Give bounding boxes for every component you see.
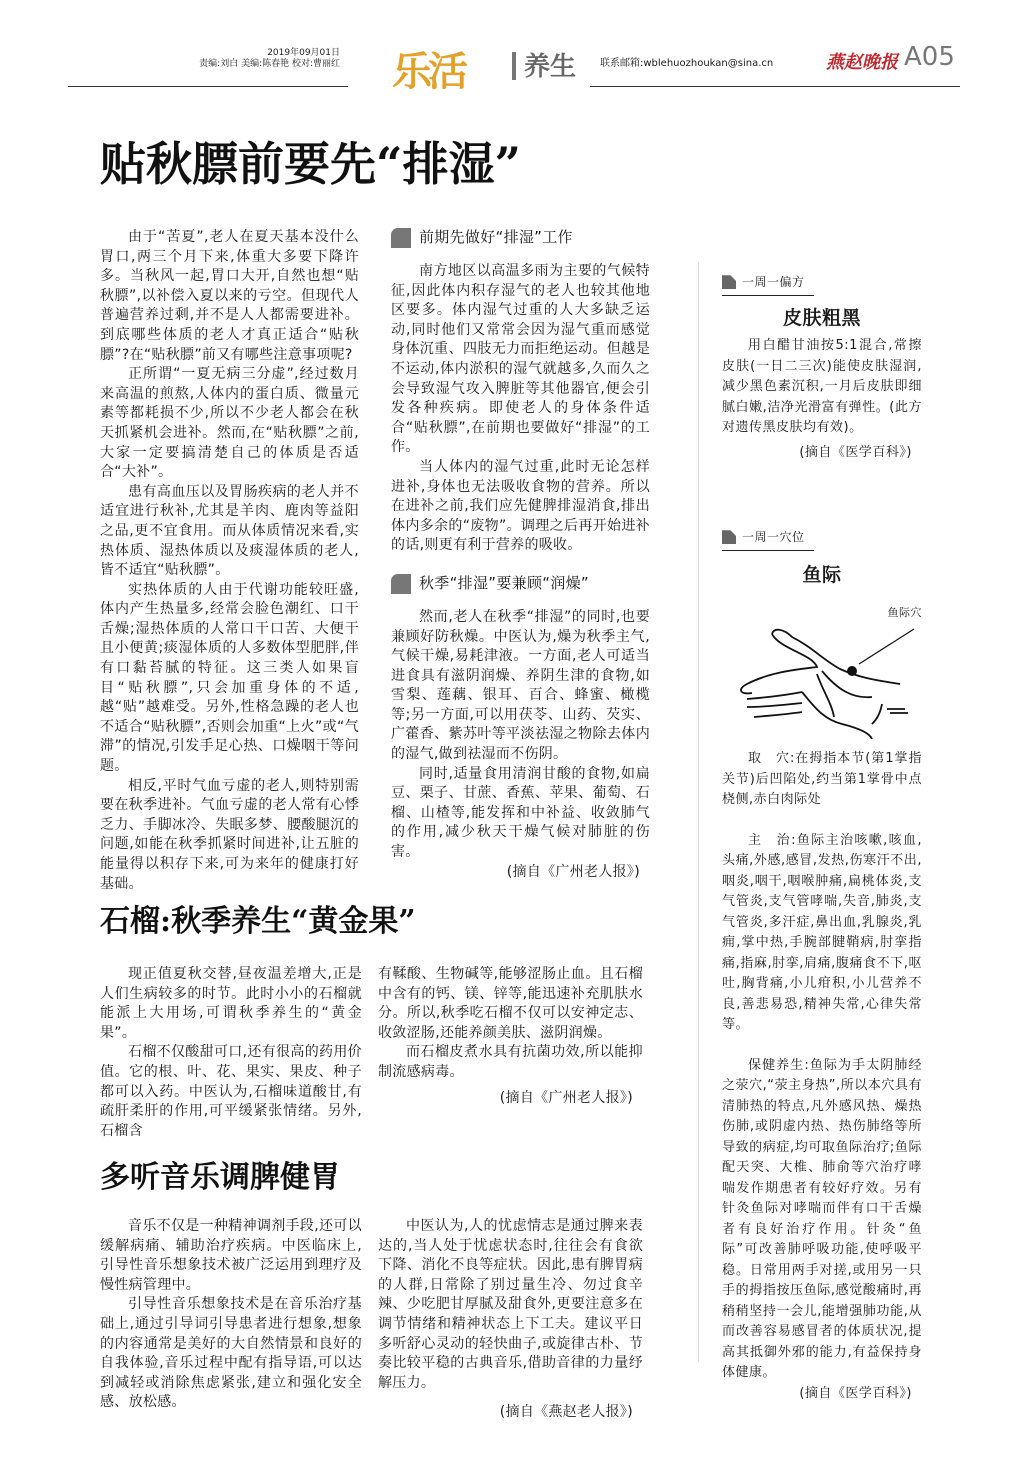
source: (摘自《燕赵老人报》) (499, 1404, 633, 1421)
article1-col2 (391, 226, 650, 882)
paragraph: 同时,适量食用清润甘酸的食物,如扁豆、栗子、甘蔗、香蕉、苹果、葡萄、石榴、山楂等,能发挥和中补益、收敛肺气的作用,减少秋天干燥气候对肺脏的伤害。 (391, 765, 650, 861)
acupoint-tag: 一周一穴位 (722, 527, 814, 551)
paragraph: 主 治:鱼际主治咳嗽,咳血,头痛,外感,感冒,发热,伤寒汗不出,咽炎,咽干,咽喉肿痛,扁桃体炎,支气管炎,支气管哮喘,失音,肺炎,支气管炎,多汗症,鼻出血,乳腺炎,乳痈,掌中热,手腕部腱鞘病,肘挛指痛,指麻,肘挛,肩痛,腹痛食不下,呕吐,胸背痛,小儿疳积,小儿营养不良,善悲易恐,精神失常,心律失常等。 (722, 832, 922, 1032)
paragraph: 音乐不仅是一种精神调剂手段,还可以缓解病痛、辅助治疗疾病。中医临床上,引导性音乐想象技术被广泛运用到理疗及慢性病管理中。 (100, 1218, 362, 1293)
subheading: 秋季“排湿”要兼顾“润燥” (391, 574, 650, 594)
paragraph: 现正值夏秋交替,昼夜温差增大,正是人们生病较多的时节。此时小小的石榴就能派上大用场,可谓秋季养生的“黄金果”。 (100, 966, 362, 1041)
article1-col1 (100, 228, 359, 894)
section-label: 养生 (524, 52, 577, 82)
paragraph: 中医认为,人的忧虑情志是通过脾来表达的,当人处于忧虑状态时,往往会有食欲下降、消化不良等症状。因此,患有脾胃病的人群,日常除了别过量生冷、勿过食辛辣、少吃肥甘厚腻及甜食外,更要注意多在调节情绪和精神状态上下工夫。建议平日多听舒心灵动的轻快曲子,或旋律古朴、节奏比较平稳的古典音乐,借助音律的力量纾解压力。 (378, 1218, 643, 1391)
paragraph: 南方地区以高温多雨为主要的气候特征,因此体内积存湿气的老人也较其他地区要多。体内湿气过重的人大多缺乏运动,同时他们又常常会因为湿气重而感觉身体沉重、四肢无力而拒绝运动。但越是不运动,体内淤积的湿气就越多,久而久之会导致湿气攻入脾脏等其他器官,便会引发各种疾病。即使老人的身体条件适合“贴秋膘”,在前期也要做好“排湿”的工作。 (391, 263, 650, 456)
acupoint-title: 鱼际 (802, 563, 842, 586)
paragraph: 引导性音乐想象技术是在音乐治疗基础上,通过引导词引导患者进行想象,想象的内容通常是美好的大自然情景和良好的自我体验,音乐过程中配有指导语,可以达到减轻或消除焦虑紧张,建立和强化安全感、放松感。 (100, 1296, 362, 1411)
article3-col1 (100, 1217, 362, 1413)
article3-col2 (378, 1217, 643, 1423)
paragraph: 有鞣酸、生物碱等,能够涩肠止血。且石榴中含有的钙、镁、锌等,能迅速补充肌肤水分。所以,秋季吃石榴不仅可以安神定志、收敛涩肠,还能养颜美肤、滋阴润燥。 (378, 966, 643, 1041)
editor-credits: 责编:刘白 美编:陈春艳 校对:曹丽红 (199, 59, 340, 69)
source: (摘自《广州老人报》) (506, 863, 640, 880)
lehuo-logo: 乐活 (392, 48, 464, 95)
paragraph: 当人体内的湿气过重,此时无论怎样进补,身体也无法吸收食物的营养。所以在进补之前,我们应先健脾排湿消食,排出体内多余的“废物”。调理之后再开始进补的话,则更有利于营养的吸收。 (391, 458, 650, 554)
paragraph: 正所谓“一夏无病三分虚”,经过数月来高温的煎熬,人体内的蛋白质、微量元素等都耗损不少,所以不少老人都会在秋天抓紧机会进补。然而,在“贴秋膘”之前,大家一定要搞清楚自己的体质是否适合“大补”。 (100, 366, 359, 481)
paragraph: 然而,老人在秋季“排湿”的同时,也要兼顾好防秋燥。中医认为,燥为秋季主气,气候干燥,易耗津液。一方面,老人可适当进食具有滋阴润燥、养阴生津的食物,如雪梨、莲藕、银耳、百合、蜂蜜、橄榄等;另一方面,可以用茯苓、山药、芡实、广藿香、紫苏叶等平淡祛湿之物除去体内的湿气,做到祛湿而不伤阴。 (391, 608, 650, 763)
figure-label: 鱼际穴 (887, 606, 922, 619)
paragraph: 而石榴皮煮水具有抗菌功效,所以能抑制流感病毒。 (378, 1044, 643, 1080)
paragraph: 用白醋甘油按5:1混合,常擦皮肤(一日二三次)能使皮肤湿润,减少黑色素沉积,一月后皮肤即细腻白嫩,洁净光滑富有弹性。(此方对遗传黑皮肤均有效)。 (722, 338, 922, 435)
article-title: 贴秋膘前要先“排湿” (100, 137, 521, 191)
masthead-logo: 燕赵晚报 (826, 52, 898, 73)
article-title: 石榴:秋季养生“黄金果” (100, 904, 416, 939)
heading-block-icon (391, 574, 411, 594)
sidebar-divider (698, 262, 699, 1362)
paragraph: 相反,平时气血亏虚的老人,则特别需要在秋季进补。气血亏虚的老人常有心悸乏力、手脚冰冷、失眠多梦、腰酸腿沉的问题,如能在秋季抓紧时间进补,让五脏的能量得以积存下来,可为来年的健康打好基础。 (100, 777, 359, 892)
paragraph: 石榴不仅酸甜可口,还有很高的药用价值。它的根、叶、花、果实、果皮、种子都可以入药。中医认为,石榴味道酸甘,有疏肝柔肝的作用,可平缓紧张情绪。另外,石榴含 (100, 1044, 362, 1139)
arrow-icon (722, 275, 736, 289)
hand-illustration (722, 589, 922, 739)
paragraph: 取 穴:在拇指本节(第1掌指关节)后凹陷处,约当第1掌骨中点桡侧,赤白肉际处 (722, 751, 922, 807)
remedy-title: 皮肤粗黑 (782, 306, 861, 329)
article-title: 多听音乐调脾健胃 (100, 1160, 340, 1195)
acupoint-box (722, 527, 922, 1404)
source: (摘自《医学百科》) (799, 1385, 912, 1401)
remedy-tag: 一周一偏方 (722, 272, 814, 296)
paragraph: 实热体质的人由于代谢功能较旺盛,体内产生热量多,经常会脸色潮红、口干舌燥;湿热体质的人常口干口苦、大便干且小便黄;痰湿体质的人多数体型肥胖,伴有口黏苔腻的特征。这三类人如果盲目“贴秋膘”,只会加重身体的不适,越“贴”越难受。另外,性格急躁的老人也不适合“贴秋膘”,否则会加重“上火”或“气滞”的情况,引发手足心热、口燥咽干等问题。 (100, 581, 359, 775)
source: (摘自《医学百科》) (799, 444, 912, 460)
article2-col1 (100, 965, 362, 1141)
source: (摘自《广州老人报》) (499, 1089, 633, 1106)
paragraph: 保健养生:鱼际为手太阴肺经之荥穴,“荥主身热”,所以本穴具有清肺热的特点,凡外感风热、燥热伤肺,或阴虚内热、热伤肺络等所导致的病症,均可取鱼际治疗;鱼际配天突、大椎、肺俞等穴治疗哮喘发作期患者有较好疗效。另有针灸鱼际对哮喘而伴有口干舌燥者有良好治疗作用。针灸“鱼际”可改善肺呼吸功能,使呼吸平稳。日常用两手对搓,或用另一只手的拇指按压鱼际,感觉酸痛时,再稍稍坚持一会儿,能增强肺功能,从而改善容易感冒者的体质状况,提高其抵御外邪的能力,有益保持身体健康。 (722, 1057, 922, 1380)
paragraph: 患有高血压以及胃肠疾病的老人并不适宜进行秋补,尤其是羊肉、鹿肉等益阳之品,更不宜食用。而从体质情况来看,实热体质、湿热体质以及痰湿体质的老人,皆不适宜“贴秋膘”。 (100, 483, 359, 579)
heading-block-icon (391, 228, 411, 248)
contact-email: 联系邮箱:wblehuozhoukan@sina.cn (600, 58, 774, 69)
article2-col2 (378, 965, 643, 1108)
subheading: 前期先做好“排湿”工作 (391, 228, 650, 248)
paragraph: 由于“苦夏”,老人在夏天基本没什么胃口,两三个月下来,体重大多要下降许多。当秋风一起,胃口大开,自然也想“贴秋膘”,以补偿入夏以来的亏空。但现代人普遍营养过剩,并不是人人都需要进补。到底哪些体质的老人才真正适合“贴秋膘”?在“贴秋膘”前又有哪些注意事项呢? (100, 229, 359, 363)
arrow-icon (722, 530, 736, 544)
issue-date: 2019年09月01日 (267, 48, 340, 58)
remedy-box (722, 272, 922, 463)
divider (512, 52, 516, 80)
page-number: A05 (904, 42, 955, 72)
